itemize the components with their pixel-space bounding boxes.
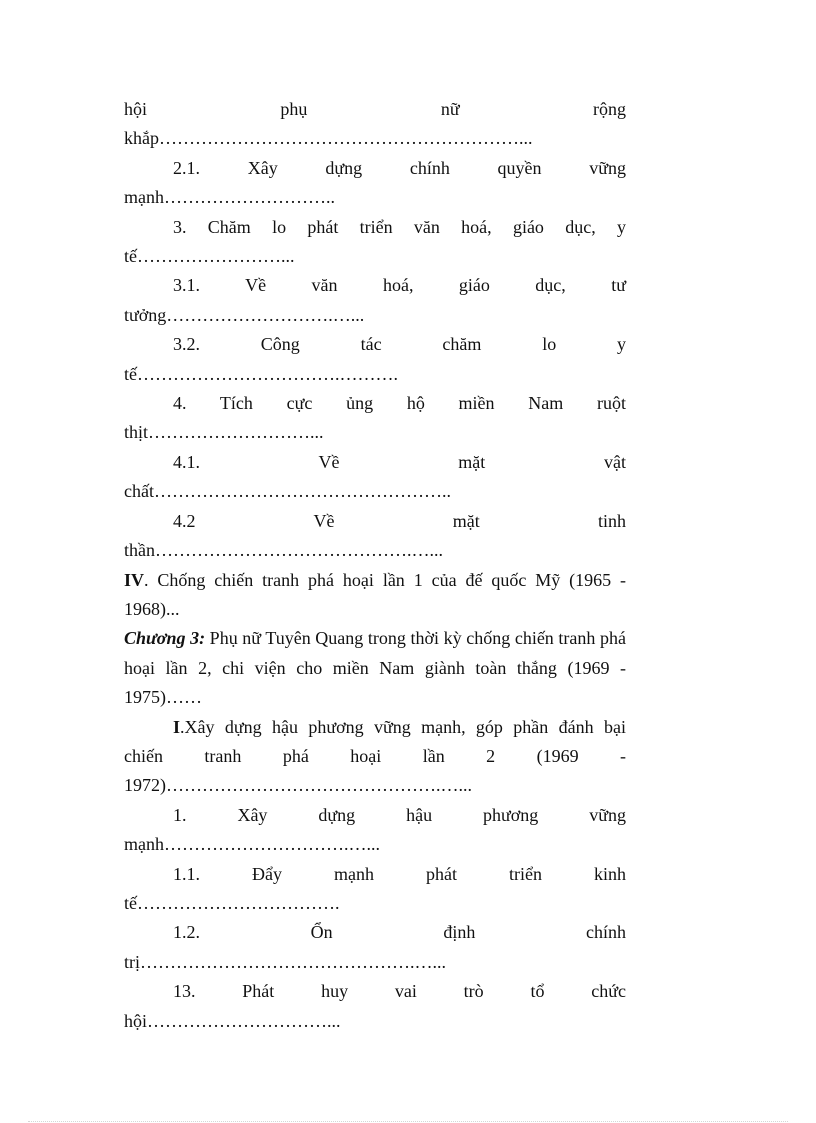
section-title: . Chống chiến tranh phá hoại lần 1 của đế quốc Mỹ (1965 - 1968)... [124, 569, 626, 619]
toc-entry-line2: mạnh………………………….…... [124, 834, 380, 855]
toc-entry [124, 918, 626, 977]
toc-entry [124, 271, 626, 330]
toc-entry-line2: trị……………………………………….…... [124, 951, 446, 972]
toc-entry [124, 154, 626, 213]
toc-entry-line1: hội phụ nữ rộng [124, 99, 626, 119]
toc-entry-line2: thần…………………………………….…... [124, 540, 443, 561]
toc-entry-line2: tế…………………………….………. [124, 363, 398, 384]
toc-entry-line2: tế……………………………. [124, 892, 340, 913]
toc-entry-line2: mạnh……………………….. [124, 187, 335, 208]
section-label: I [173, 716, 181, 737]
toc-entry [124, 801, 626, 860]
toc-entry [124, 213, 626, 272]
toc-entry [124, 330, 626, 389]
toc-entry [124, 389, 626, 448]
section-line2: chiến tranh phá hoại lần 2 (1969 - [124, 745, 626, 766]
toc-entry [124, 860, 626, 919]
toc-entry [124, 448, 626, 507]
table-of-contents [124, 95, 626, 1036]
toc-entry-line1: 3.2. Công tác chăm lo y [173, 334, 626, 355]
toc-entry-line1: 1. Xây dựng hậu phương vững [173, 804, 626, 825]
toc-entry-line2: tưởng……………………….…... [124, 304, 365, 325]
section-line3: 1972)……………………………………….…... [124, 775, 472, 796]
toc-section-iv [124, 566, 626, 625]
chapter-title: Phụ nữ Tuyên Quang trong thời kỳ chống chiến tranh phá hoại lần 2, chi viện cho miền Nam giành toàn thắng (1969 - 1975)…… [124, 628, 626, 708]
toc-entry-line1: 1.2. Ổn định chính [173, 922, 626, 943]
toc-entry-line1: 3. Chăm lo phát triển văn hoá, giáo dục, y [173, 216, 626, 237]
toc-entry [124, 95, 626, 154]
toc-entry-line2: hội…………………………... [124, 1010, 341, 1031]
toc-chapter-3 [124, 624, 626, 712]
section-line1 [124, 713, 626, 742]
toc-entry [124, 977, 626, 1036]
toc-entry [124, 507, 626, 566]
toc-entry-line1: 4.2 Về mặt tinh [173, 510, 626, 531]
page-bottom-divider [28, 1121, 788, 1122]
toc-entry-line1: 4. Tích cực ủng hộ miền Nam ruột [173, 393, 626, 414]
toc-entry-line2: chất………………………………………….. [124, 481, 451, 502]
toc-entry-line2: thịt………………………... [124, 422, 324, 443]
toc-entry-line2: khắp……………………………………………………... [124, 128, 533, 149]
toc-entry-line2: tế……………………... [124, 246, 295, 267]
toc-entry-line1: 4.1. Về mặt vật [173, 451, 626, 472]
toc-entry-line1: 13. Phát huy vai trò tổ chức [173, 981, 626, 1002]
chapter-label: Chương 3: [124, 628, 206, 649]
toc-entry-line1: 3.1. Về văn hoá, giáo dục, tư [173, 275, 626, 296]
toc-section-i [124, 713, 626, 801]
toc-entry-line1: 1.1. Đẩy mạnh phát triển kinh [173, 863, 626, 884]
toc-entry-line1: 2.1. Xây dựng chính quyền vững [173, 157, 626, 178]
section-title: .Xây dựng hậu phương vững mạnh, góp phần đánh bại [180, 716, 626, 737]
section-label: IV [124, 569, 145, 590]
